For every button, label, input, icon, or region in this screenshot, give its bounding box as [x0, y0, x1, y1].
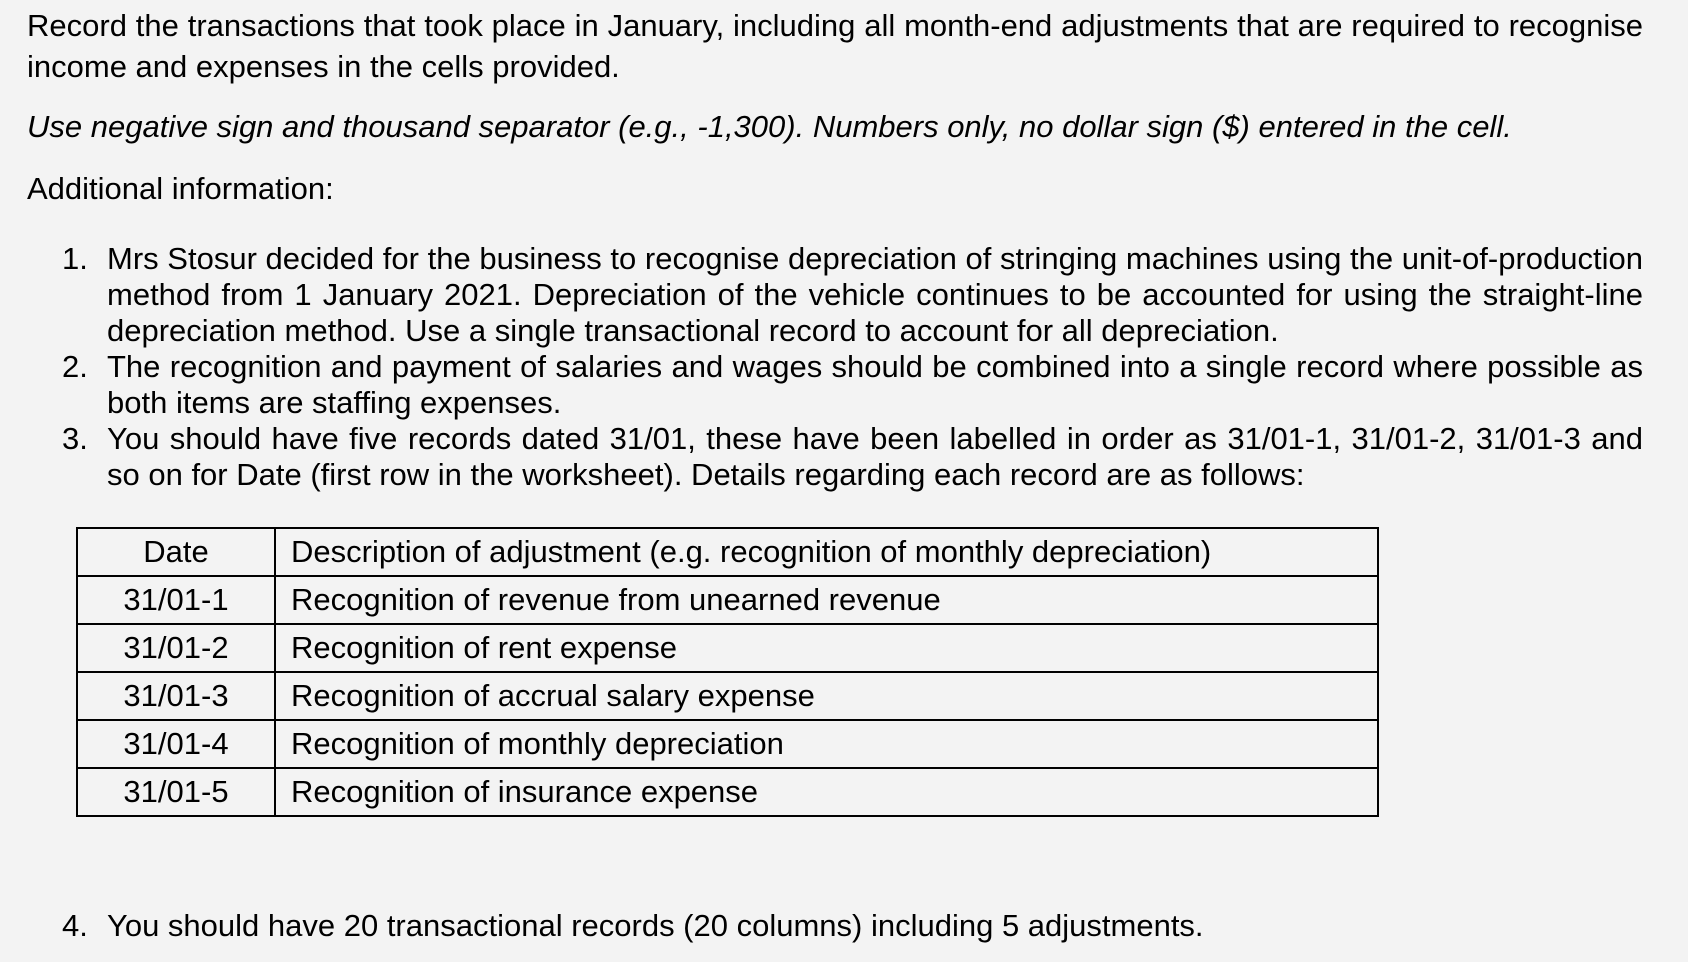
list-number: 4. — [62, 908, 88, 943]
list-number: 1. — [62, 241, 88, 276]
row-description: Recognition of monthly depreciation — [275, 720, 1378, 768]
list-text: Mrs Stosur decided for the business to recognise depreciation of stringing machines using the unit-of-production method from 1 January 2021. Depreciation of the vehicle continues to be accounted for using the straight-line depreciation method. Use a single transactional record to account for all depreciation. — [107, 241, 1643, 348]
table-row — [77, 672, 1378, 720]
row-date: 31/01-3 — [77, 672, 275, 720]
adjustments-table — [76, 527, 1379, 817]
row-date: 31/01-1 — [77, 576, 275, 624]
table-row — [77, 624, 1378, 672]
intro-paragraph: Record the transactions that took place in January, including all month-end adjustments that are required to recognise income and expenses in the cells provided. — [27, 8, 1643, 84]
table-header-row — [77, 528, 1378, 576]
list-text: You should have 20 transactional records (20 columns) including 5 adjustments. — [107, 908, 1204, 943]
table-row — [77, 768, 1378, 816]
row-description: Recognition of insurance expense — [275, 768, 1378, 816]
row-description: Recognition of revenue from unearned revenue — [275, 576, 1378, 624]
table-row — [77, 576, 1378, 624]
row-date: 31/01-5 — [77, 768, 275, 816]
list-text: The recognition and payment of salaries and wages should be combined into a single record where possible as both items are staffing expenses. — [107, 349, 1643, 420]
row-date: 31/01-2 — [77, 624, 275, 672]
row-description: Recognition of rent expense — [275, 624, 1378, 672]
list-number: 2. — [62, 349, 88, 384]
list-text: You should have five records dated 31/01, these have been labelled in order as 31/01-1, 31/01-2, 31/01-3 and so on for Date (first row in the worksheet). Details regarding each record are as follows: — [107, 421, 1643, 492]
formatting-note: Use negative sign and thousand separator (e.g., -1,300). Numbers only, no dollar sign ($) entered in the cell. — [27, 109, 1512, 144]
header-description: Description of adjustment (e.g. recognition of monthly depreciation) — [275, 528, 1378, 576]
row-date: 31/01-4 — [77, 720, 275, 768]
additional-information-heading: Additional information: — [27, 171, 334, 206]
list-number: 3. — [62, 421, 88, 456]
row-description: Recognition of accrual salary expense — [275, 672, 1378, 720]
table-row — [77, 720, 1378, 768]
header-date: Date — [77, 528, 275, 576]
